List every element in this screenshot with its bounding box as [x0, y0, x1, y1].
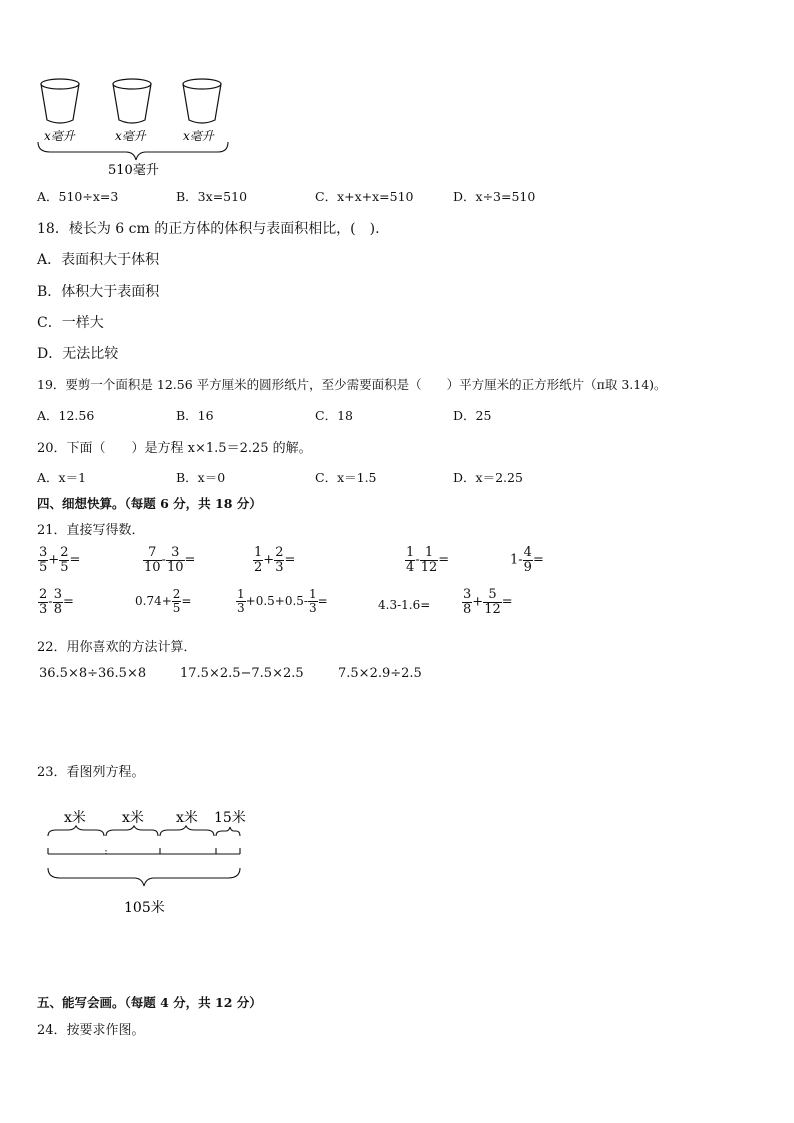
section-4-heading: 四、细想快算。（每题 6 分，共 18 分） — [37, 496, 262, 511]
seg-label-2: x米 — [122, 810, 144, 826]
q23-stem: 23．看图列方程。 — [37, 765, 145, 780]
q24-stem: 24．按要求作图。 — [37, 1023, 145, 1038]
cups-figure — [30, 70, 250, 180]
q22-expr-2: 17.5×2.5−7.5×2.5 — [180, 666, 304, 681]
seg-brace-4 — [216, 827, 240, 836]
q22-stem: 22．用你喜欢的方法计算． — [37, 640, 197, 655]
q19-option-a: A．12.56 — [37, 408, 95, 423]
seg-brace-3 — [160, 826, 214, 836]
q18-stem: 18．棱长为 6 cm 的正方体的体积与表面积相比，( ). — [37, 221, 380, 237]
cup-label-3: x毫升 — [183, 129, 214, 143]
q18-option-b: B．体积大于表面积 — [37, 284, 160, 300]
seg-label-1: x米 — [64, 810, 86, 826]
cup-1 — [41, 79, 79, 123]
q21-item-6: $\frac{2}{3}$ - $\frac{3}{8}$ = — [39, 587, 74, 617]
q21-item-7: 0.74+ $\frac{2}{5}$ = — [135, 587, 192, 615]
q21-item-10: $\frac{3}{8}$ + $\frac{5}{12}$ = — [463, 587, 513, 617]
cup-3 — [183, 79, 221, 123]
q18-option-c: C．一样大 — [37, 315, 104, 331]
q20-stem: 20．下面（ ）是方程 x×1.5＝2.25 的解。 — [37, 441, 312, 456]
total-brace — [48, 868, 240, 886]
q21-item-4: $\frac{1}{4}$ - $\frac{1}{12}$ = — [406, 545, 450, 575]
q20-option-a: A．x＝1 — [37, 470, 87, 485]
cup-label-1: x毫升 — [44, 129, 75, 143]
q18-option-a: A．表面积大于体积 — [37, 252, 160, 268]
cup-2 — [113, 79, 151, 123]
q17-option-d: D．x÷3=510 — [453, 189, 536, 204]
q19-option-d: D．25 — [453, 408, 492, 423]
q18-option-d: D．无法比较 — [37, 346, 119, 362]
q19-option-c: C．18 — [315, 408, 353, 423]
q21-item-2: $\frac{7}{10}$ - $\frac{3}{10}$ = — [144, 545, 196, 575]
q21-item-9: 4.3-1.6= — [378, 598, 431, 612]
q17-option-a: A．510÷x=3 — [37, 189, 119, 204]
q22-expr-1: 36.5×8÷36.5×8 — [39, 666, 147, 681]
q22-expr-3: 7.5×2.9÷2.5 — [338, 666, 422, 681]
total-label: 510毫升 — [108, 163, 159, 178]
section-5-heading: 五、能写会画。（每题 4 分，共 12 分） — [37, 995, 262, 1010]
q20-option-b: B．x＝0 — [176, 470, 226, 485]
q21-item-3: $\frac{1}{2}$ + $\frac{2}{3}$ = — [254, 545, 296, 575]
q21-stem: 21．直接写得数． — [37, 523, 145, 538]
q17-option-c: C．x+x+x=510 — [315, 189, 414, 204]
q19-stem: 19．要剪一个面积是 12.56 平方厘米的圆形纸片，至少需要面积是（ ）平方厘米的正方形纸片（π取 3.14)。 — [37, 377, 667, 392]
q21-item-1: $\frac{3}{5}$ + $\frac{2}{5}$ = — [39, 545, 81, 575]
seg-brace-1 — [48, 826, 104, 836]
seg-label-4: 15米 — [214, 810, 246, 826]
q19-option-b: B．16 — [176, 408, 214, 423]
total-length-label: 105米 — [124, 900, 165, 916]
total-brace — [38, 142, 228, 160]
q20-option-d: D．x＝2.25 — [453, 470, 523, 485]
seg-brace-2 — [106, 826, 158, 836]
q21-item-5: 1- $\frac{4}{9}$ = — [510, 545, 544, 575]
q17-option-b: B．3x=510 — [176, 189, 248, 204]
q20-option-c: C．x＝1.5 — [315, 470, 377, 485]
q21-item-8: $\frac{1}{3}$ +0.5+0.5- $\frac{1}{3}$ = — [237, 587, 328, 615]
seg-label-3: x米 — [176, 810, 198, 826]
cup-label-2: x毫升 — [115, 129, 146, 143]
segment-diagram — [40, 806, 260, 921]
